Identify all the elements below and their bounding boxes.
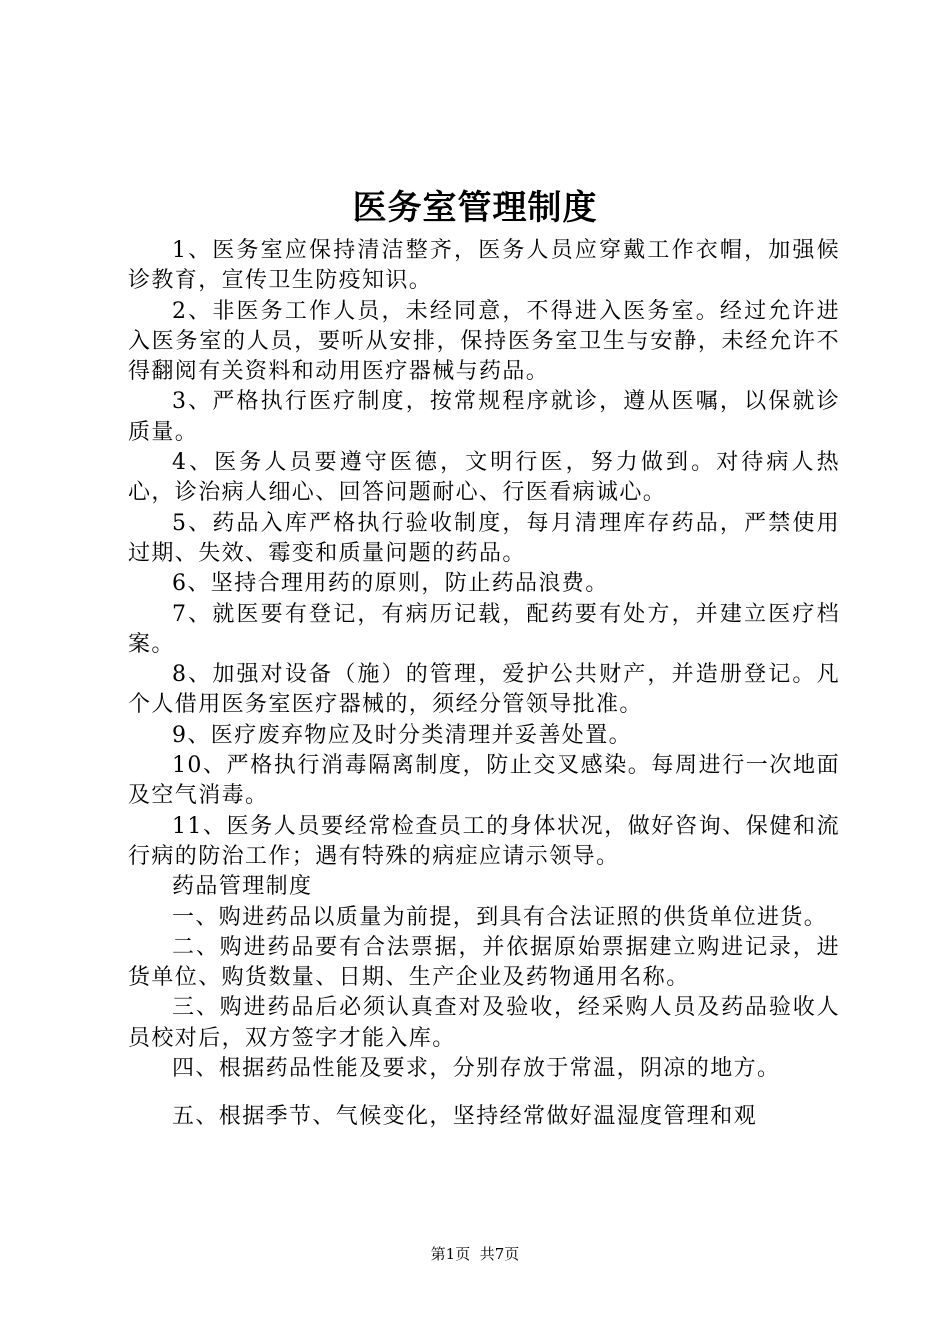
paragraph-rule-9: 9、医疗废弃物应及时分类清理并妥善处置。 bbox=[172, 722, 632, 748]
paragraph-drug-rule-4: 四、根据药品性能及要求，分别存放于常温，阴凉的地方。 bbox=[172, 1056, 781, 1082]
paragraph-rule-6: 6、坚持合理用药的原则，防止药品浪费。 bbox=[172, 571, 609, 597]
document-title: 医务室管理制度 bbox=[352, 188, 598, 228]
paragraph-drug-rule-3: 三、购进药品后必须认真查对及验收，经采购人员及药品验收人员校对后，双方签字才能入库。 bbox=[128, 995, 840, 1051]
paragraph-rule-8: 8、加强对设备（施）的管理，爱护公共财产，并造册登记。凡个人借用医务室医疗器械的，须经分管领导批准。 bbox=[128, 662, 840, 718]
paragraph-rule-4: 4、医务人员要遵守医德，文明行医，努力做到。对待病人热心，诊治病人细心、回答问题耐心、行医看病诚心。 bbox=[128, 450, 840, 506]
paragraph-drug-rule-5: 五、根据季节、气候变化，坚持经常做好温湿度管理和观 bbox=[172, 1104, 758, 1130]
page-number: 第1页 bbox=[430, 1245, 471, 1263]
paragraph-rule-5: 5、药品入库严格执行验收制度，每月清理库存药品，严禁使用过期、失效、霉变和质量问题的药品。 bbox=[128, 510, 840, 566]
paragraph-rule-11: 11、医务人员要经常检查员工的身体状况，做好咨询、保健和流行病的防治工作；遇有特殊的病症应请示领导。 bbox=[128, 813, 840, 869]
paragraph-drug-rule-1: 一、购进药品以质量为前提，到具有合法证照的供货单位进货。 bbox=[172, 904, 828, 930]
paragraph-rule-3: 3、严格执行医疗制度，按常规程序就诊，遵从医嘱，以保就诊质量。 bbox=[128, 389, 840, 445]
footer-separator bbox=[470, 1245, 480, 1263]
total-pages: 共7页 bbox=[479, 1245, 520, 1263]
section-heading-drug-management: 药品管理制度 bbox=[172, 874, 313, 900]
page-footer bbox=[0, 1244, 950, 1264]
paragraph-rule-1: 1、医务室应保持清洁整齐，医务人员应穿戴工作衣帽，加强候诊教育，宣传卫生防疫知识。 bbox=[128, 238, 840, 294]
paragraph-drug-rule-2: 二、购进药品要有合法票据，并依据原始票据建立购进记录，进货单位、购货数量、日期、生产企业及药物通用名称。 bbox=[128, 934, 840, 991]
paragraph-rule-10: 10、严格执行消毒隔离制度，防止交叉感染。每周进行一次地面及空气消毒。 bbox=[128, 753, 840, 809]
document-body bbox=[128, 236, 840, 1133]
paragraph-rule-2: 2、非医务工作人员，未经同意，不得进入医务室。经过允许进入医务室的人员，要听从安排，保持医务室卫生与安静，未经允许不得翻阅有关资料和动用医疗器械与药品。 bbox=[128, 298, 840, 385]
paragraph-rule-7: 7、就医要有登记，有病历记载，配药要有处方，并建立医疗档案。 bbox=[128, 601, 840, 657]
